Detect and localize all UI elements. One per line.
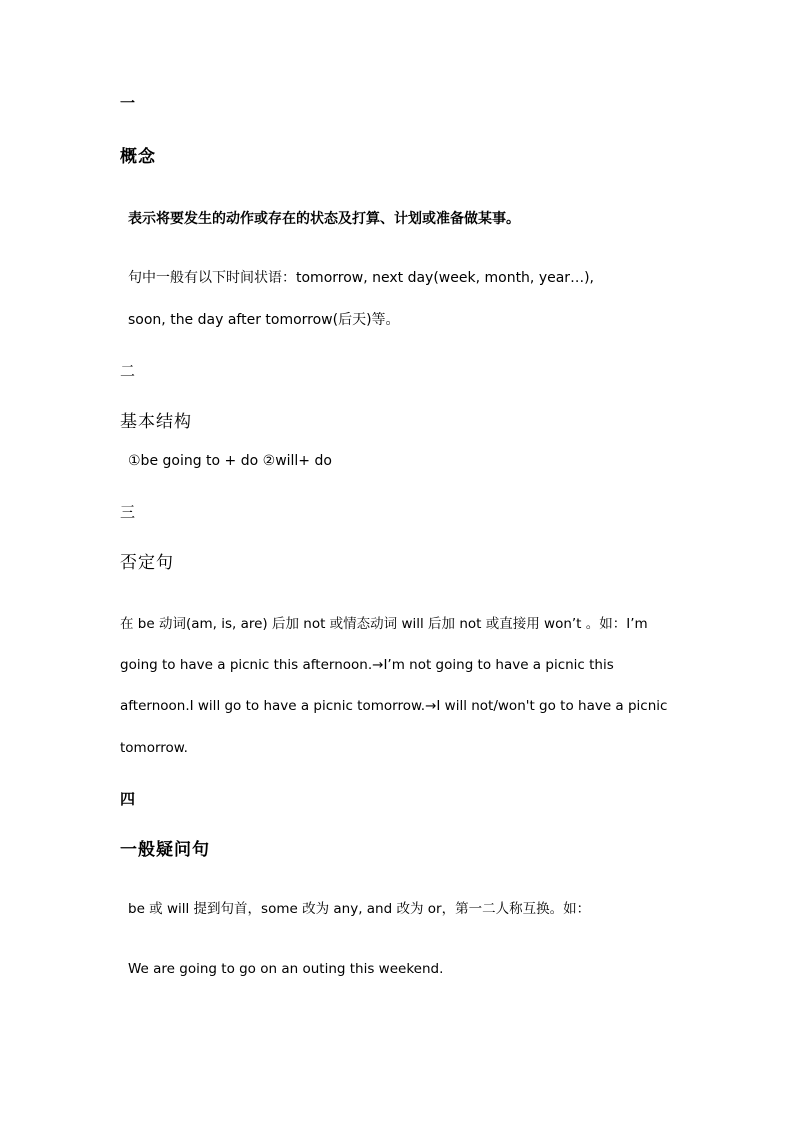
section-1-line-2: 句中一般有以下时间状语：tomorrow, next day(week, month, year…), xyxy=(128,270,594,286)
section-3-number: 三 xyxy=(120,503,136,521)
section-1-title: 概念 xyxy=(120,147,156,167)
section-3-line-4: tomorrow. xyxy=(120,740,188,756)
section-2-line-1: ①be going to + do ②will+ do xyxy=(128,453,332,469)
section-4-line-2: We are going to go on an outing this weekend. xyxy=(128,961,444,977)
section-1-line-1: 表示将要发生的动作或存在的状态及打算、计划或准备做某事。 xyxy=(128,211,520,227)
section-1-line-3: soon, the day after tomorrow(后天)等。 xyxy=(128,312,400,328)
section-3-line-3: afternoon.I will go to have a picnic tomorrow.→I will not/won't go to have a picnic xyxy=(120,698,668,714)
section-1-number: 一 xyxy=(120,94,136,112)
section-4-number: 四 xyxy=(120,790,136,808)
section-2-number: 二 xyxy=(120,362,136,380)
section-4-line-1: be 或 will 提到句首，some 改为 any, and 改为 or，第一二人称互换。如： xyxy=(128,901,591,917)
section-3-line-1: 在 be 动词(am, is, are) 后加 not 或情态动词 will 后加 not 或直接用 won’t 。如：I’m xyxy=(120,616,648,632)
section-4-title: 一般疑问句 xyxy=(120,840,210,860)
section-3-title: 否定句 xyxy=(120,553,174,573)
section-3-line-2: going to have a picnic this afternoon.→I’m not going to have a picnic this xyxy=(120,657,614,673)
section-2-title: 基本结构 xyxy=(120,412,192,432)
